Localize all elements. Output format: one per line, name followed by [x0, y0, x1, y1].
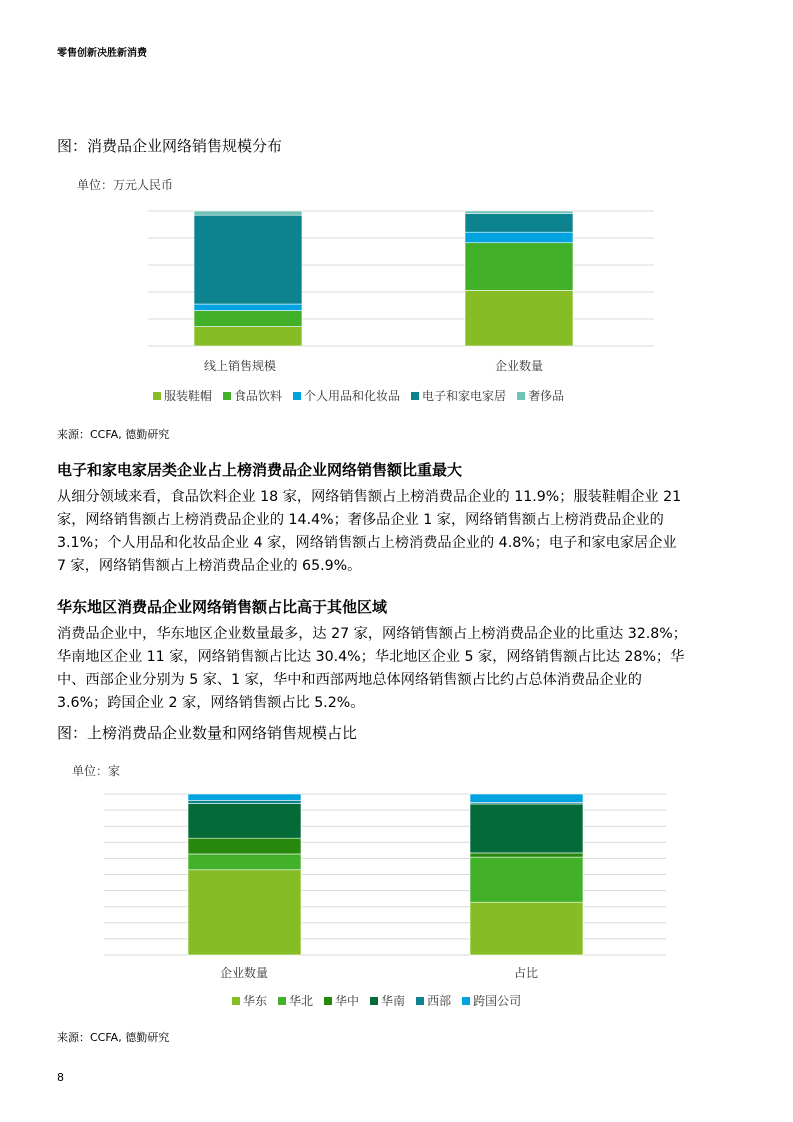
page-number: 8	[57, 1071, 64, 1084]
legend-label: 食品饮料	[234, 389, 283, 403]
legend-label: 华南	[381, 994, 406, 1008]
legend-label: 个人用品和化妆品	[304, 389, 401, 403]
figure2-unit: 单位：家	[72, 764, 121, 778]
section1-paragraph: 从细分领域来看，食品饮料企业 18 家，网络销售额占上榜消费品企业的 11.9%；服装鞋帽企业 21 家，网络销售额占上榜消费品企业的 14.4%；奢侈品企业 1 家，网络销售额占上榜消费品企业的 3.1%；个人用品和化妆品企业 4 家，网络销售额占上榜消费品企业的 4.8%；电子和家电家居企业 7 家，网络销售额占上榜消费品企业的 65.9%。	[57, 489, 682, 574]
legend-label: 华中	[335, 994, 360, 1008]
bar-segment-0-0	[188, 870, 301, 955]
figure2-source: 来源：CCFA, 德勤研究	[57, 1031, 170, 1044]
section1-heading: 电子和家电家居类企业占上榜消费品企业网络销售额比重最大	[57, 461, 463, 479]
bar-segment-1-1	[470, 857, 583, 902]
legend-item	[232, 992, 267, 1009]
chart2-legend	[232, 992, 532, 1009]
legend-item	[324, 992, 359, 1009]
legend-label: 奢侈品	[528, 389, 565, 403]
bar-segment-1-5	[470, 794, 583, 802]
bar-segment-0-5	[188, 794, 301, 800]
legend-label: 跨国公司	[473, 994, 522, 1008]
legend-swatch	[278, 997, 286, 1005]
legend-item	[278, 992, 313, 1009]
legend-label: 华北	[289, 994, 314, 1008]
section2-paragraph: 消费品企业中，华东地区企业数量最多，达 27 家，网络销售额占上榜消费品企业的比重达 32.8%；华南地区企业 11 家，网络销售额占比达 30.4%；华北地区企业 5 家，网络销售额占比达 28%；华中、西部企业分别为 5 家、1 家，华中和西部两地总体网络销售额占比约占总体消费品企业的 3.6%；跨国企业 2 家，网络销售额占比 5.2%。	[57, 626, 687, 711]
legend-swatch	[324, 997, 332, 1005]
legend-item	[416, 992, 451, 1009]
legend-swatch	[232, 997, 240, 1005]
legend-label: 西部	[427, 994, 452, 1008]
bar-segment-0-1	[188, 854, 301, 870]
legend-item	[370, 992, 405, 1009]
bar-segment-1-2	[470, 853, 583, 857]
legend-swatch	[462, 997, 470, 1005]
chart1-xlabel-0: 线上销售规模	[203, 359, 276, 373]
chart2-xlabel-1: 占比	[513, 966, 538, 980]
figure1-source: 来源：CCFA, 德勤研究	[57, 428, 170, 441]
bar-segment-0-3	[188, 803, 301, 838]
document-header: 零售创新决胜新消费	[57, 48, 147, 59]
legend-swatch	[370, 997, 378, 1005]
chart2-xlabel-0: 企业数量	[219, 966, 268, 980]
section2-heading: 华东地区消费品企业网络销售额占比高于其他区域	[57, 598, 388, 616]
legend-label: 服装鞋帽	[164, 389, 213, 403]
figure1-title: 图：消费品企业网络销售规模分布	[57, 137, 283, 155]
figure1-unit: 单位：万元人民币	[77, 178, 174, 192]
figure2-title: 图：上榜消费品企业数量和网络销售规模占比	[57, 724, 358, 742]
chart1-xlabel-1: 企业数量	[494, 359, 543, 373]
legend-label: 华东	[243, 994, 268, 1008]
bar-segment-1-3	[470, 804, 583, 853]
bar-segment-0-2	[188, 838, 301, 854]
bar-segment-0-4	[188, 800, 301, 803]
bar-segment-1-0	[470, 902, 583, 955]
legend-swatch	[416, 997, 424, 1005]
legend-label: 电子和家电家居	[422, 389, 507, 403]
legend-item	[462, 992, 521, 1009]
